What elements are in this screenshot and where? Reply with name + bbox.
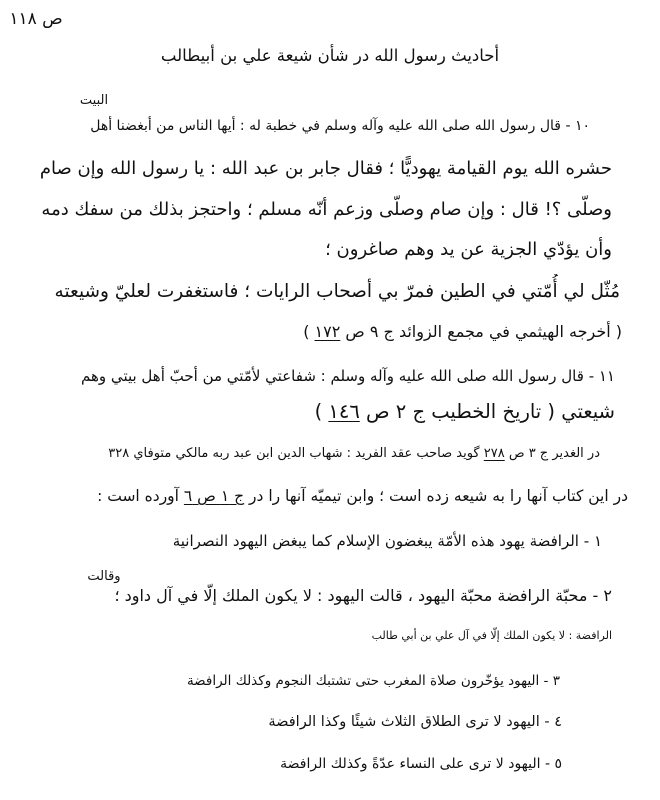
list-item-4: ٤ - اليهود لا ترى الطلاق الثلاث شيئًا وكذا الرافضة: [268, 714, 562, 730]
text-line-4: وأن يؤدّي الجزية عن يد وهم صاغرون ؛: [325, 239, 612, 260]
citation-page-underlined: ١٤٦: [328, 400, 360, 423]
citation-close: ): [314, 400, 329, 423]
text-line-2: حشره الله يوم القيامة يهوديًّا ؛ فقال جابر بن عبد الله : يا رسول الله وإن صام: [40, 158, 612, 179]
line-part: در الغدير ج ٣ ص: [504, 446, 600, 461]
text-line-1: ١٠ - قال رسول الله صلى الله عليه وآله وسلم في خطبة له : أيها الناس من أبغضنا أهل: [90, 118, 590, 134]
text-line-9: [95, 436, 600, 472]
list-item-5: ٥ - اليهود لا ترى على النساء عدّةً وكذلك الرافضة: [280, 756, 562, 772]
list-item-2: ٢ - محبّة الرافضة محبّة اليهود ، قالت اليهود : لا يكون الملك إلّا في آل داود ؛: [114, 586, 612, 605]
page-ref-underlined: ٢٧٨: [483, 446, 505, 461]
line-part: در اين كتاب آنها را به شيعه زده است ؛ وابن تيميّه آنها را در: [244, 487, 628, 505]
line-part: گويد صاحب عقد الفريد : شهاب الدين ابن عبد ربه مالكي متوفاي ٣٢٨: [108, 446, 484, 461]
text-line-8-citation: [310, 394, 615, 430]
text-line-10: [88, 478, 628, 514]
page-title: أحاديث رسول الله در شأن شيعة علي بن أبيطالب: [160, 46, 500, 65]
citation-page-underlined: ١٧٢: [314, 322, 341, 341]
list-item-1: ١ - الرافضة يهود هذه الأمّة يبغضون الإسلام كما يبغض اليهود النصرانية: [172, 532, 602, 550]
text-line-7: ١١ - قال رسول الله صلى الله عليه وآله وسلم : شفاعتي لأمّتي من أحبّ أهل بيتي وهم: [81, 367, 615, 385]
citation-close: ): [303, 322, 315, 341]
page-ref-underlined: ج ١ ص ٦: [183, 487, 245, 505]
superscript-insertion-1: البيت: [79, 93, 109, 108]
list-item-2-continued: الرافضة : لا يكون الملك إلّا في آل علي بن أبي طالب: [371, 629, 612, 642]
line-part: آورده است :: [97, 487, 184, 505]
text-line-3: وصلّى ؟! قال : وإن صام وصلّى وزعم أنّه مسلم ؛ واحتجز بذلك من سفك دمه: [41, 199, 612, 220]
citation-text: ( أخرجه الهيثمي في مجمع الزوائد ج ٩ ص: [340, 322, 622, 341]
text-line-6-citation: [302, 314, 622, 350]
list-item-3: ٣ - اليهود يؤخّرون صلاة المغرب حتى تشتبك النجوم وكذلك الرافضة: [186, 673, 560, 689]
citation-text: شيعتي ( تاريخ الخطيب ج ٢ ص: [359, 400, 615, 423]
text-line-5: مُثّل لي أُمّتي في الطين فمرّ بي أصحاب الرايات ؛ فاستغفرت لعليّ وشيعته: [54, 281, 620, 302]
superscript-insertion-2: وقالت: [87, 569, 121, 584]
page-number: ص ١١٨: [9, 9, 63, 29]
